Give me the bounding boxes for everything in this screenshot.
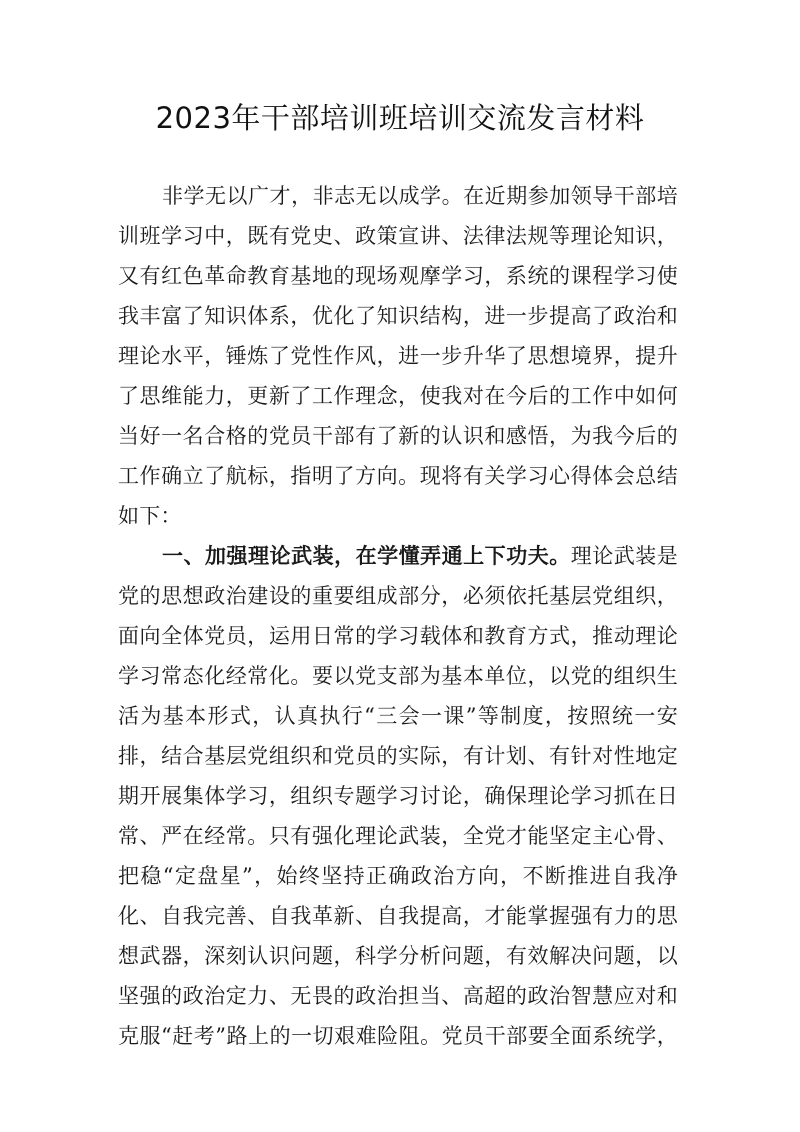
paragraph-line: 坚强的政治定力、无畏的政治担当、高超的政治智慧应对和 xyxy=(118,984,678,1008)
paragraph-line: 训班学习中，既有党史、政策宣讲、法律法规等理论知识， xyxy=(118,224,678,248)
paragraph-line: 理论水平，锤炼了党性作风，进一步升华了思想境界，提升 xyxy=(118,344,678,368)
document-title: 2023年干部培训班培训交流发言材料 xyxy=(155,101,645,135)
document-body xyxy=(118,176,678,1056)
paragraph-line: 又有红色革命教育基地的现场观摩学习，系统的课程学习使 xyxy=(118,264,678,288)
paragraph-line: 我丰富了知识体系，优化了知识结构，进一步提高了政治和 xyxy=(118,304,678,328)
paragraph-line: 化、自我完善、自我革新、自我提高，才能掌握强有力的思 xyxy=(118,904,678,928)
paragraph-line: 活为基本形式，认真执行“三会一课”等制度，按照统一安 xyxy=(118,704,678,728)
paragraph-line: 面向全体党员，运用日常的学习载体和教育方式，推动理论 xyxy=(118,624,678,648)
paragraph-line: 期开展集体学习，组织专题学习讨论，确保理论学习抓在日 xyxy=(118,784,678,808)
paragraph-line: 非学无以广才，非志无以成学。在近期参加领导干部培 xyxy=(162,184,678,208)
section-heading-rest: 理论武装是 xyxy=(570,544,678,568)
paragraph-line: 工作确立了航标，指明了方向。现将有关学习心得体会总结 xyxy=(118,464,678,488)
section-heading-line xyxy=(118,536,678,576)
paragraph-line: 当好一名合格的党员干部有了新的认识和感悟，为我今后的 xyxy=(118,424,678,448)
paragraph-line: 党的思想政治建设的重要组成部分，必须依托基层党组织， xyxy=(118,584,678,608)
paragraph-line: 排，结合基层党组织和党员的实际，有计划、有针对性地定 xyxy=(118,744,678,768)
paragraph-line: 如下： xyxy=(118,504,182,528)
paragraph-line: 克服“赶考”路上的一切艰难险阻。党员干部要全面系统学， xyxy=(118,1024,678,1048)
paragraph-line: 学习常态化经常化。要以党支部为基本单位，以党的组织生 xyxy=(118,664,678,688)
paragraph-line: 想武器，深刻认识问题，科学分析问题，有效解决问题，以 xyxy=(118,944,678,968)
paragraph-line: 把稳“定盘星”，始终坚持正确政治方向，不断推进自我净 xyxy=(118,864,678,888)
section-heading: 一、加强理论武装，在学懂弄通上下功夫。 xyxy=(162,543,571,568)
paragraph-line: 了思维能力，更新了工作理念，使我对在今后的工作中如何 xyxy=(118,384,678,408)
paragraph-line: 常、严在经常。只有强化理论武装，全党才能坚定主心骨、 xyxy=(118,824,678,848)
